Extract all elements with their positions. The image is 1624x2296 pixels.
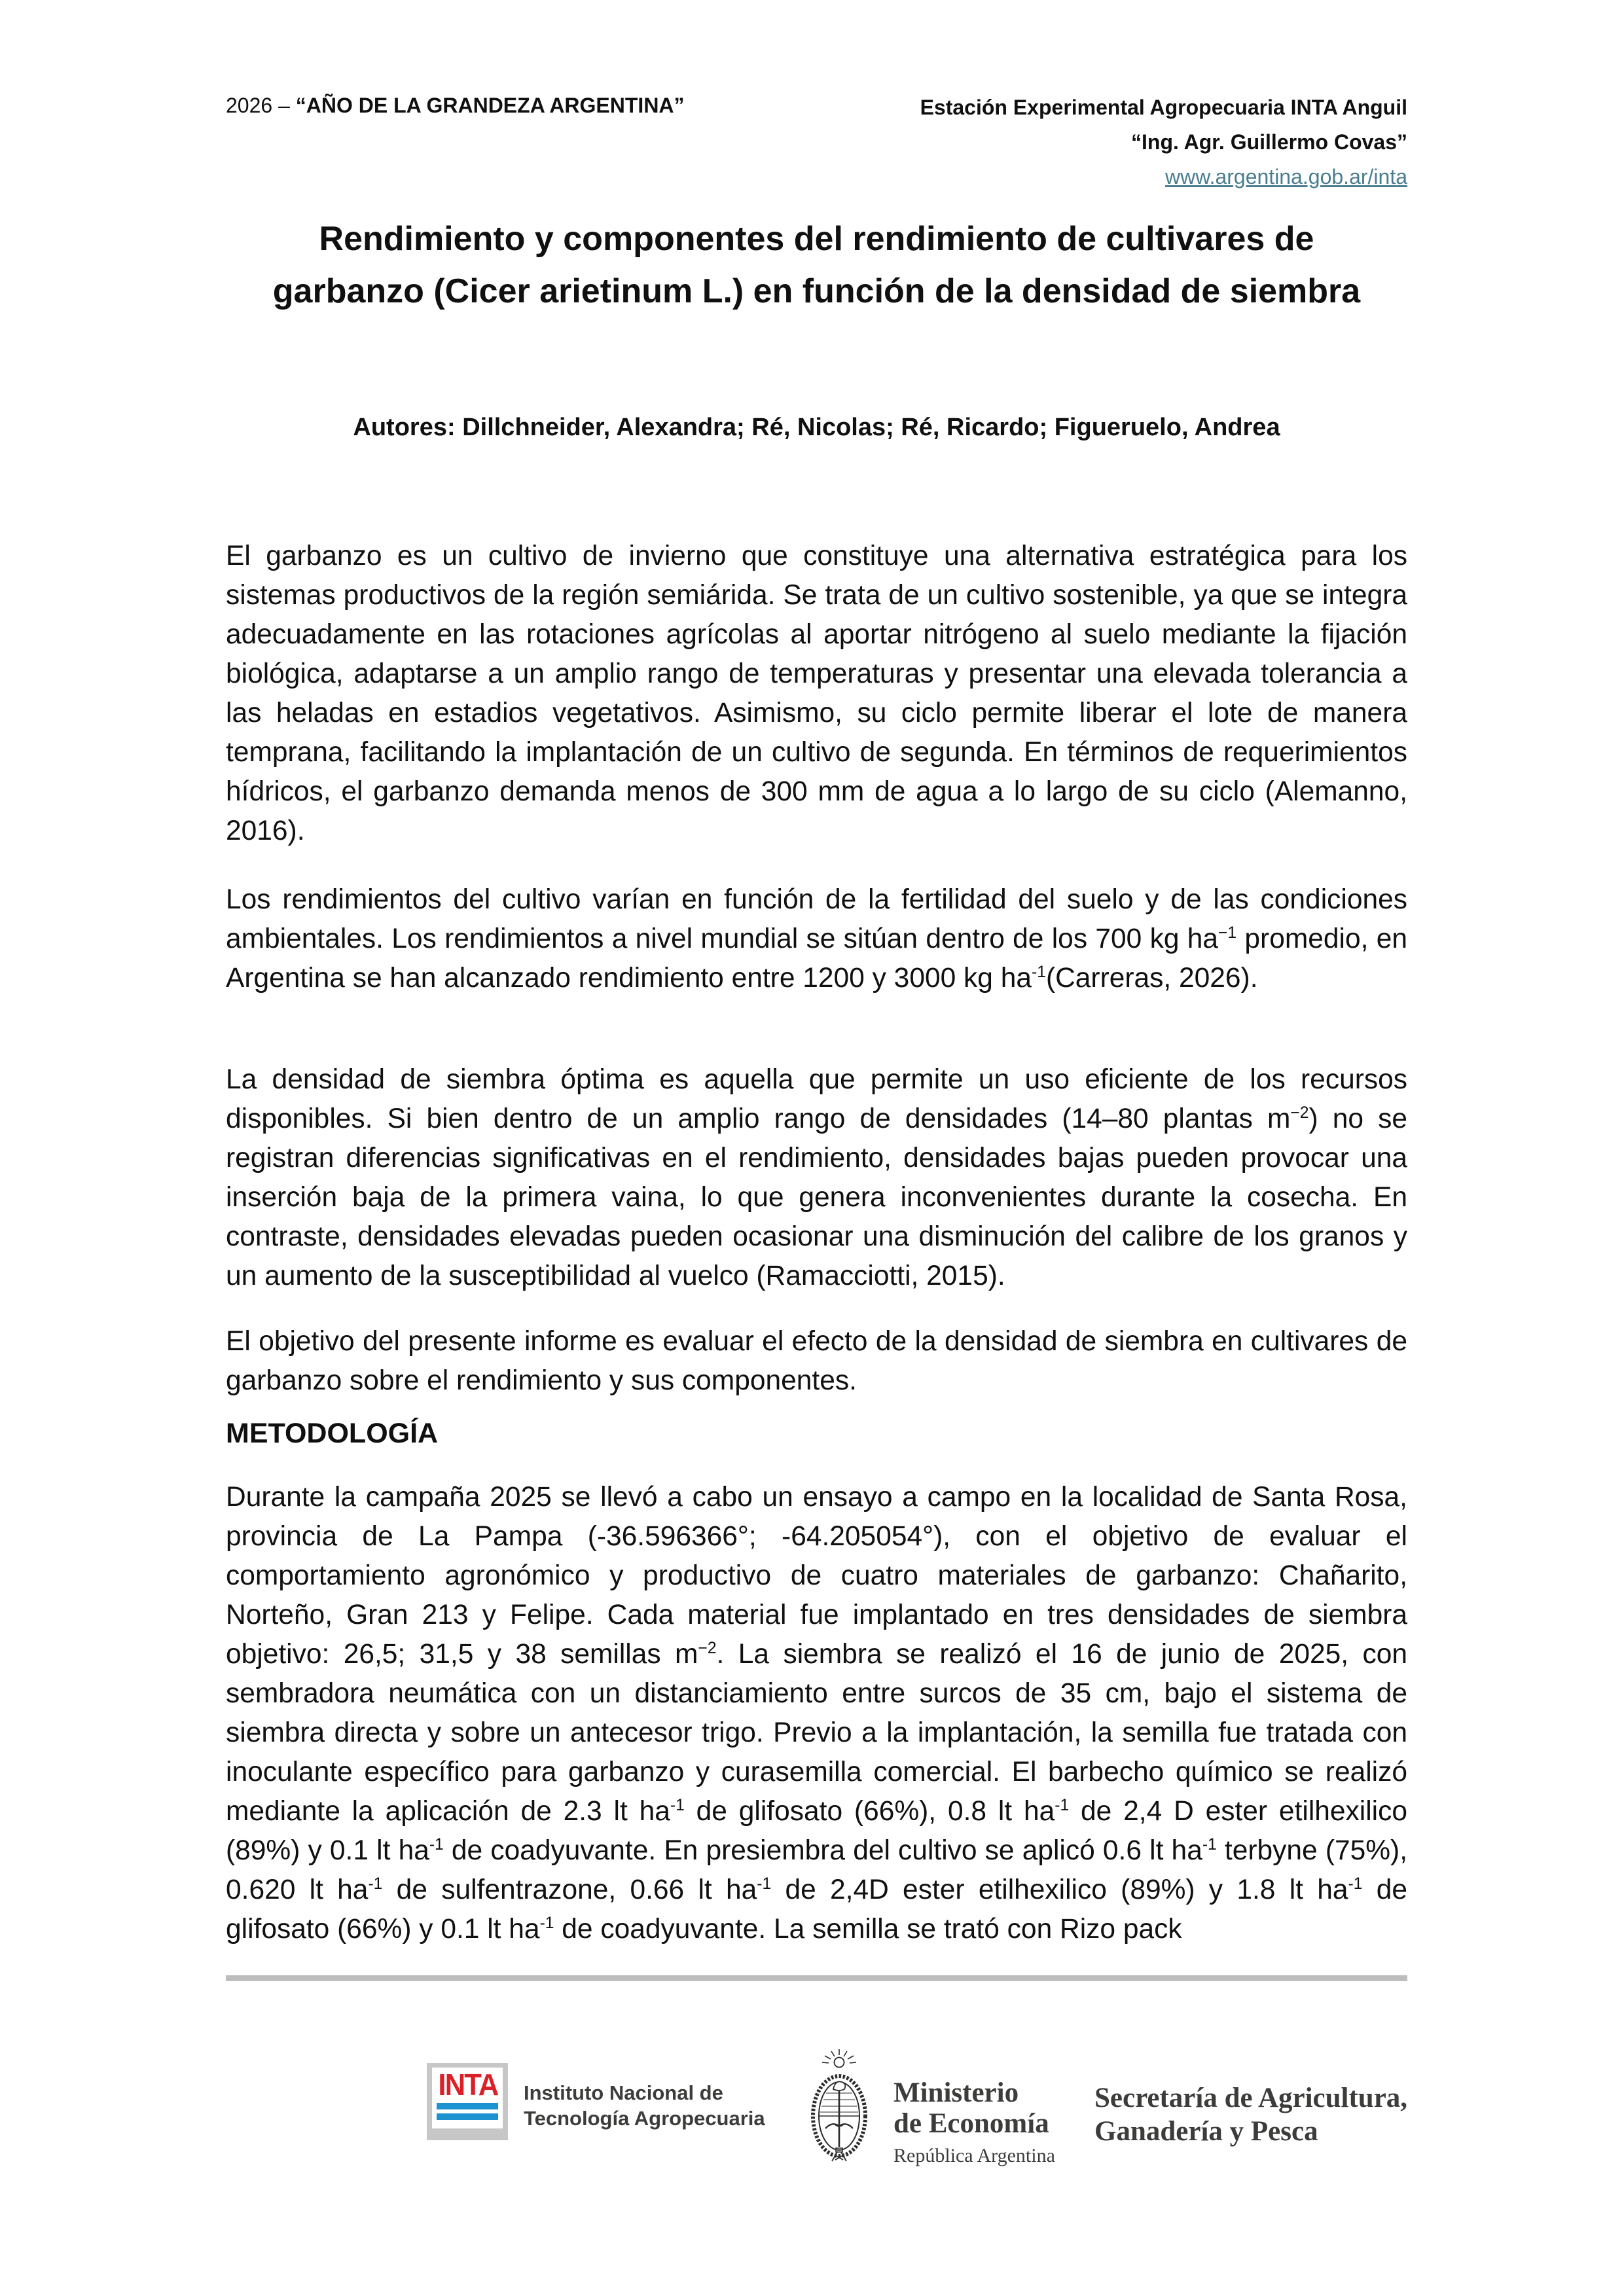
inta-caption xyxy=(524,2080,765,2131)
header-year: 2026 – xyxy=(226,94,296,117)
secretary-logo-text xyxy=(1094,2081,1407,2148)
paragraph-objective: El objetivo del presente informe es evaluar el efecto de la densidad de siembra en cultivares de garbanzo sobre el rendimiento y sus componentes. xyxy=(226,1326,1407,1396)
section-heading-metodologia: METODOLOGÍA xyxy=(226,1418,439,1449)
secretary-line1: Secretaría de Agricultura, xyxy=(1094,2083,1408,2113)
paragraph-yields: Los rendimientos del cultivo varían en función de la fertilidad del suelo y de las condiciones ambientales. Los rendimientos a nivel mundial se sitúan dentro de los 700 kg $ha^{-1}$ promedio, en Argentina se han alcanzado rendimiento entre 1200 y 3000 kg $ha^{-1}(Carreras$, 2026). xyxy=(226,884,1407,994)
footer-divider xyxy=(226,1975,1407,1981)
inta-logo-stripe xyxy=(437,2113,498,2120)
secretary-line2: Ganadería y Pesca xyxy=(1094,2116,1318,2147)
header-station-line1: Estación Experimental Agropecuaria INTA Anguil xyxy=(920,96,1407,119)
ministry-logo-text xyxy=(893,2077,1055,2167)
header-motto: “AÑO DE LA GRANDEZA ARGENTINA” xyxy=(295,94,685,117)
website-link[interactable]: www.argentina.gob.ar/inta xyxy=(1165,165,1407,188)
inta-caption-line2: Tecnología Agropecuaria xyxy=(524,2107,765,2130)
inta-logo-stripe xyxy=(437,2103,498,2109)
paragraph-methodology: Durante la campaña 2025 se llevó a cabo un ensayo a campo en la localidad de Santa Rosa, provincia de La Pampa (-36.596366°; -64.205054°), con el objetivo de evaluar el comportamiento agronómico y productivo de cuatro materiales de garbanzo: Chañarito, Norteño, Gran 213 y Felipe. Cada material fue implantado en tres densidades de siembra objetivo: 26,5; 31,5 y 38 semillas $m^{-2}$. La siembra se realizó el 16 de junio de 2025, con sembradora neumática con un distanciamiento entre surcos de 35 cm, bajo el sistema de siembra directa y sobre un antecesor trigo. Previo a la implantación, la semilla fue tratada con inoculante específico para garbanzo y curasemilla comercial. El barbecho químico se realizó mediante la aplicación de 2.3 lt $ha^{-1}$ de glifosato (66%), 0.8 lt $ha^{-1}$ de 2,4 D ester etilhexilico (89%) y 0.1 lt $ha^{-1}$ de coadyuvante. En presiembra del cultivo se aplicó 0.6 lt $ha^{-1}$ terbyne (75%), 0.620 lt $ha^{-1}$ de sulfentrazone, 0.66 lt $ha^{-1}$ de 2,4D ester etilhexilico (89%) y 1.8 lt $ha^{-1}$ de glifosato (66%) y 0.1 lt $ha^{-1}$ de coadyuvante. La semilla se trató con Rizo pack xyxy=(226,1482,1408,1945)
ministry-line1: Ministerio xyxy=(893,2077,1019,2108)
inta-logo-wordmark: INTA xyxy=(438,2068,498,2102)
inta-logo xyxy=(427,2063,508,2140)
page-title xyxy=(226,213,1407,317)
ministry-subtitle: República Argentina xyxy=(893,2145,1055,2166)
argentina-coat-of-arms-icon xyxy=(806,2049,872,2170)
ministry-line2: de Economía xyxy=(893,2108,1049,2139)
header-right xyxy=(226,90,1407,194)
paragraph-intro: El garbanzo es un cultivo de invierno que constituye una alternativa estratégica para los sistemas productivos de la región semiárida. Se trata de un cultivo sostenible, ya que se integra adecuadamente en las rotaciones agrícolas al aportar nitrógeno al suelo mediante la fijación biológica, adaptarse a un amplio rango de temperaturas y presentar una elevada tolerancia a las heladas en estadios vegetativos. Asimismo, su ciclo permite liberar el lote de manera temprana, facilitando la implantación de un cultivo de segunda. En términos de requerimientos hídricos, el garbanzo demanda menos de 300 mm de agua a lo largo de su ciclo (Alemanno, 2016). xyxy=(226,541,1407,846)
inta-caption-line1: Instituto Nacional de xyxy=(524,2081,723,2104)
page-title-line1: Rendimiento y componentes del rendimiento de cultivares de xyxy=(319,220,1314,258)
footer-logos xyxy=(0,2049,1624,2296)
page-title-line2: garbanzo (Cicer arietinum L.) en función de la densidad de siembra xyxy=(272,272,1361,310)
header-station-line2: “Ing. Agr. Guillermo Covas” xyxy=(1131,130,1407,154)
inta-logo-inner xyxy=(432,2068,503,2128)
paragraph-density: La densidad de siembra óptima es aquella que permite un uso eficiente de los recursos disponibles. Si bien dentro de un amplio rango de densidades (14–80 plantas $m^{-2}$) no se registran diferencias significativas en el rendimiento, densidades bajas pueden provocar una inserción baja de la primera vaina, lo que genera inconvenientes durante la cosecha. En contraste, densidades elevadas pueden ocasionar una disminución del calibre de los granos y un aumento de la susceptibilidad al vuelco (Ramacciotti, 2015). xyxy=(226,1064,1407,1291)
authors-line: Autores: Dillchneider, Alexandra; Ré, Nicolas; Ré, Ricardo; Figueruelo, Andrea xyxy=(353,414,1280,441)
